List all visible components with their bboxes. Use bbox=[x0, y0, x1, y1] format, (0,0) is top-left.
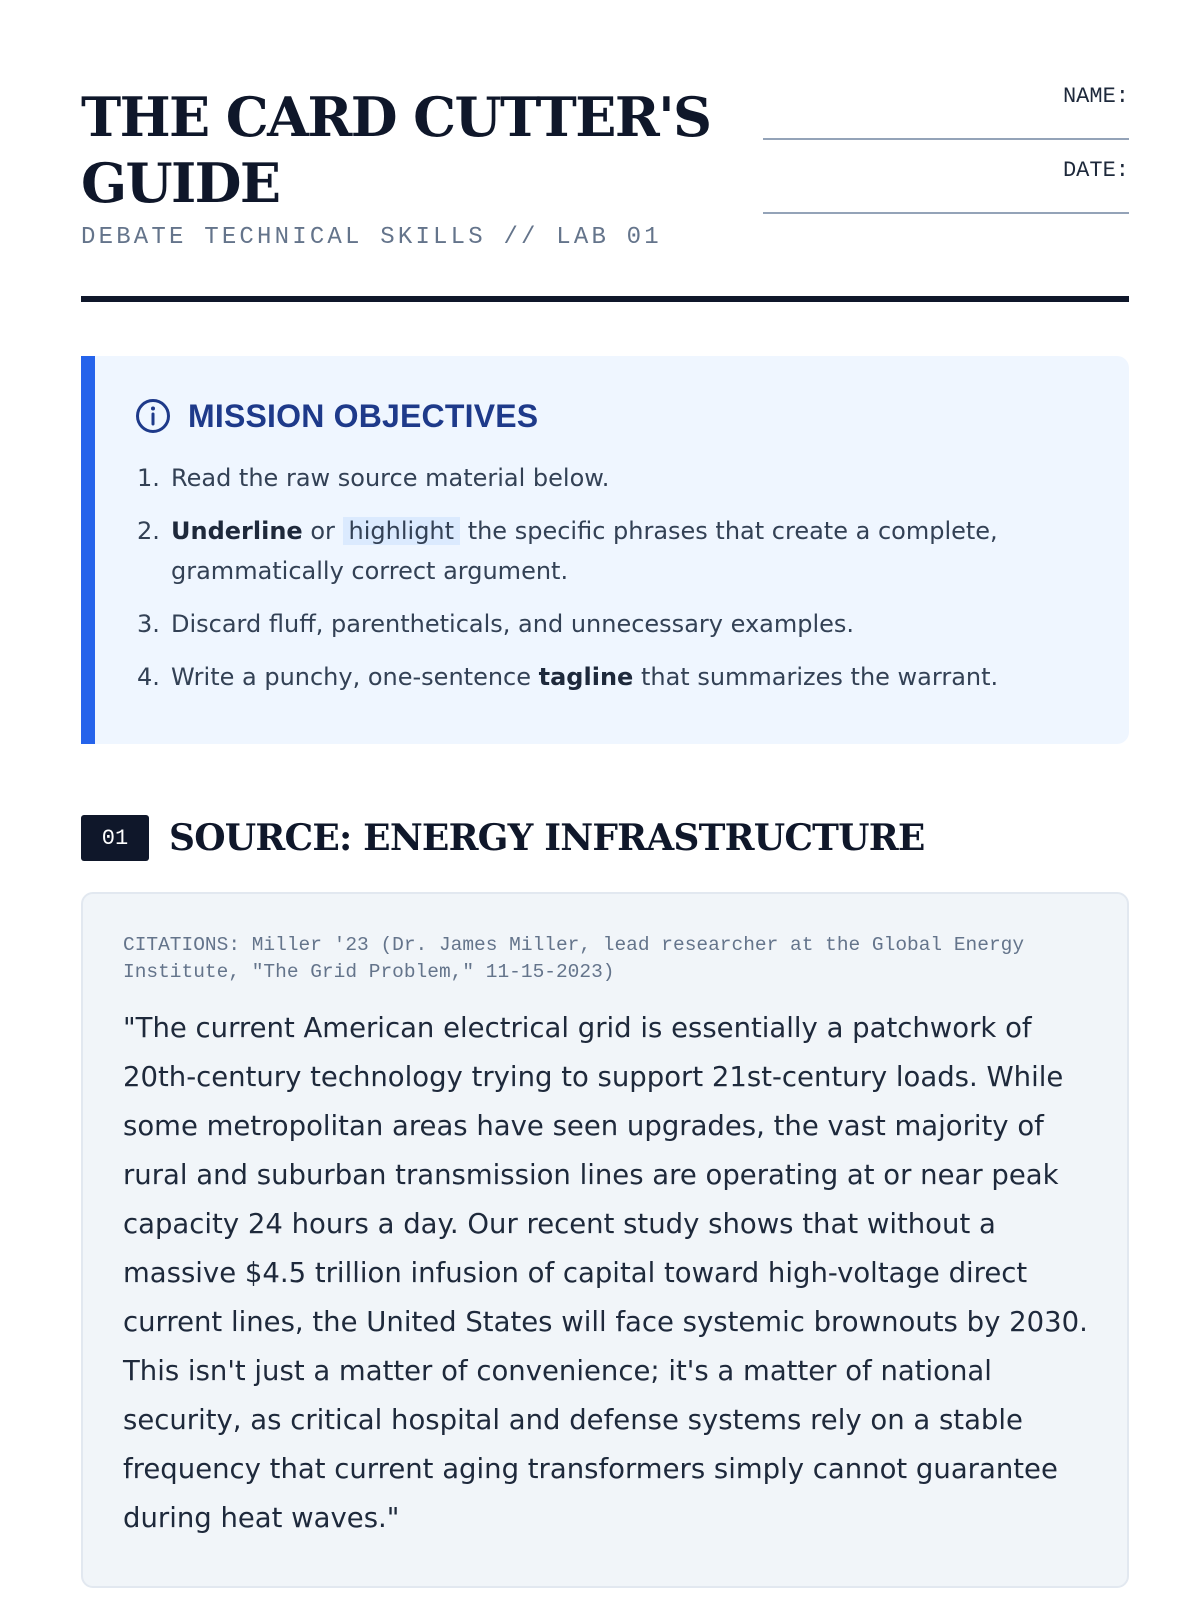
item-text-before: Write a punchy, one-sentence bbox=[171, 663, 531, 691]
tagline-term: tagline bbox=[538, 663, 634, 691]
section-title: SOURCE: ENERGY INFRASTRUCTURE bbox=[169, 817, 925, 859]
item-text-after: that summarizes the warrant. bbox=[640, 663, 999, 691]
source-body-text[interactable]: "The current American electrical grid is essentially a patchwork of 20th-century technology trying to support 21st-century loads. While some metropolitan areas have seen upgrades, the vast majority of rural and suburban transmission lines are operating at or near peak capacity 24 hours a day. Our recent study shows that without a massive $4.5 trillion infusion of capital toward high-voltage direct current lines, the United States will face systemic brownouts by 2030. This isn't just a matter of convenience; it's a matter of national security, as critical hospital and defense systems rely on a stable frequency that current aging transformers simply cannot guarantee during heat waves." bbox=[123, 1012, 1088, 1534]
date-label: DATE: bbox=[1062, 158, 1129, 183]
list-item bbox=[135, 511, 1095, 591]
item-number: 4. bbox=[137, 663, 160, 691]
highlight-term: highlight bbox=[343, 517, 461, 545]
underline-term: Underline bbox=[171, 517, 303, 545]
item-text-or: or bbox=[310, 517, 335, 545]
mission-objectives-panel bbox=[81, 356, 1129, 744]
header bbox=[81, 0, 1129, 302]
name-field[interactable] bbox=[763, 84, 1129, 140]
item-text: the specific phrases that create a complete, grammatically correct argument. bbox=[171, 517, 998, 585]
list-item bbox=[135, 657, 1095, 697]
item-text: Read the raw source material below. bbox=[171, 464, 610, 492]
objectives-title: MISSION OBJECTIVES bbox=[188, 397, 539, 434]
citation: CITATIONS: Miller '23 (Dr. James Miller, lead researcher at the Global Energy Institute, "The Grid Problem," 11-15-2023) bbox=[123, 934, 1025, 983]
item-number: 2. bbox=[137, 517, 160, 545]
item-number: 3. bbox=[137, 610, 160, 638]
objectives-heading bbox=[135, 396, 538, 436]
objectives-list bbox=[135, 458, 1095, 710]
list-item bbox=[135, 604, 1095, 644]
name-label: NAME: bbox=[1062, 84, 1129, 109]
info-icon bbox=[135, 398, 171, 434]
list-item bbox=[135, 458, 1095, 498]
page-title: THE CARD CUTTER'S GUIDE bbox=[81, 85, 711, 215]
source-card bbox=[81, 892, 1129, 1588]
section-number-badge: 01 bbox=[81, 815, 149, 861]
header-divider bbox=[81, 296, 1129, 302]
page-subtitle: DEBATE TECHNICAL SKILLS // LAB 01 bbox=[81, 224, 662, 251]
worksheet-page bbox=[81, 0, 1129, 1534]
section-heading bbox=[81, 815, 925, 861]
date-field[interactable] bbox=[763, 158, 1129, 214]
item-text: Discard fluff, parentheticals, and unnecessary examples. bbox=[171, 610, 855, 638]
item-number: 1. bbox=[137, 464, 160, 492]
